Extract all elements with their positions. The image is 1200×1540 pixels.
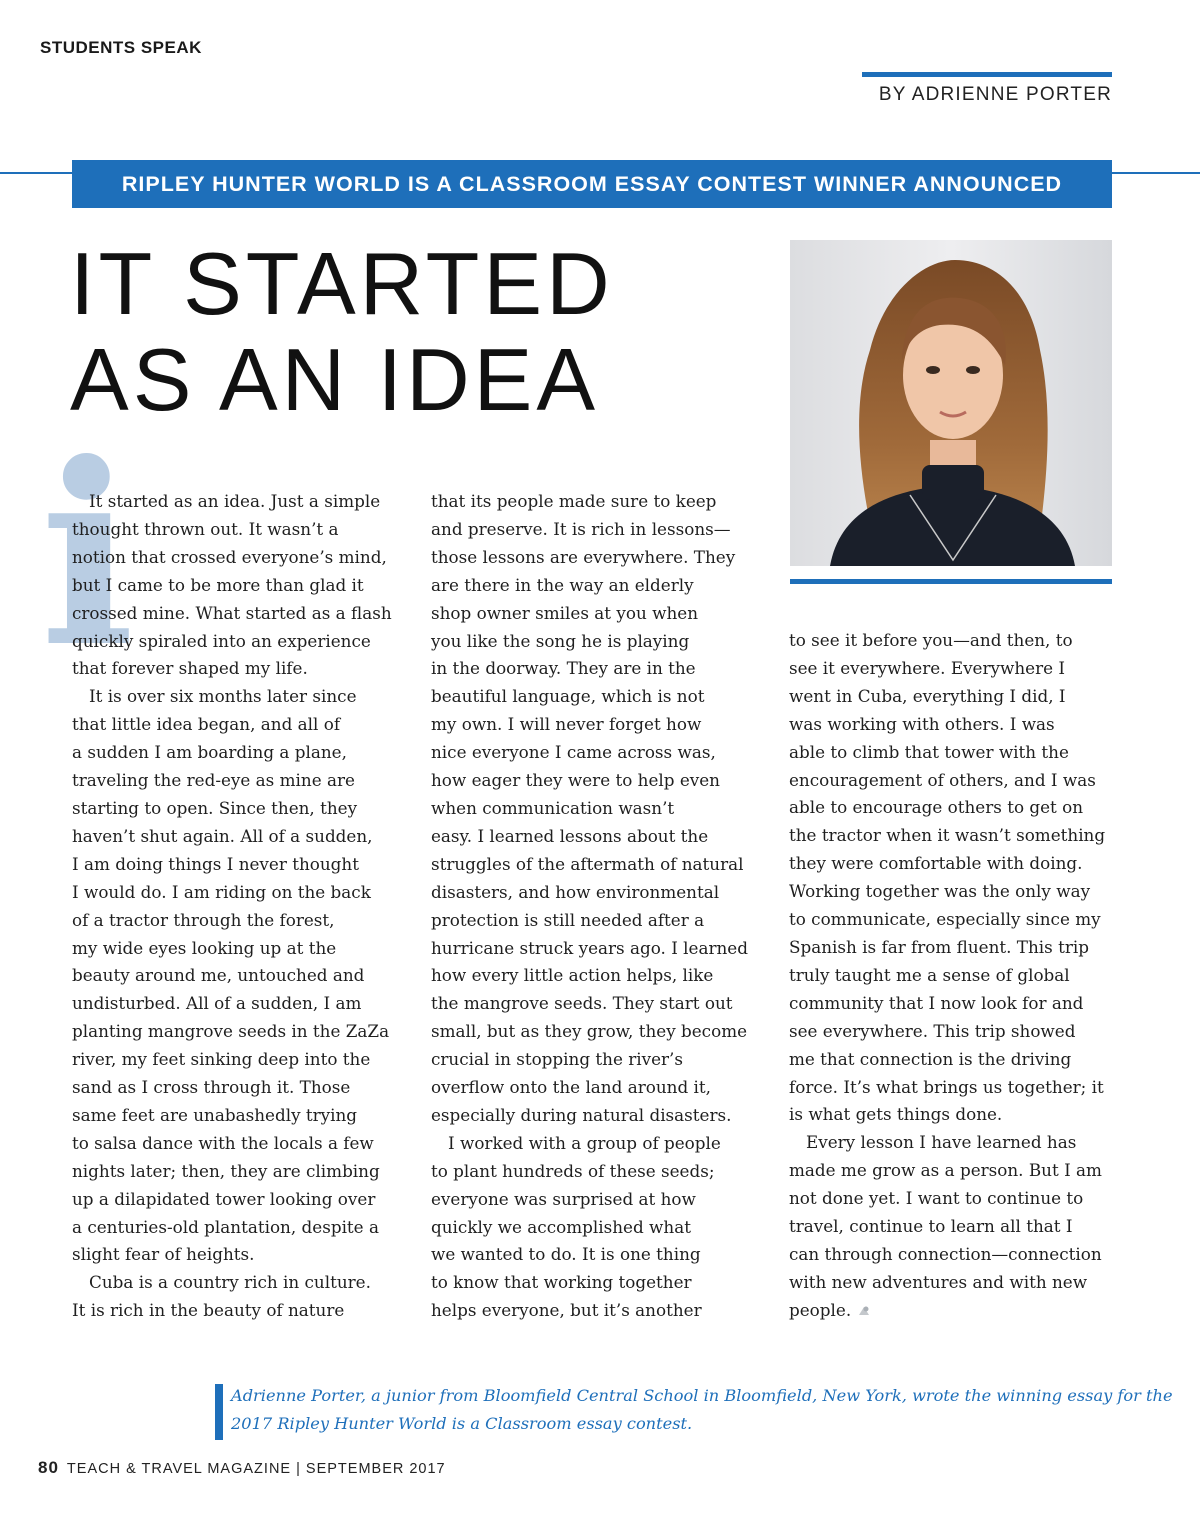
text-line: those lessons are everywhere. They — [431, 546, 736, 567]
text-line: beautiful language, which is not — [431, 686, 705, 707]
text-line: are there in the way an elderly — [431, 574, 694, 595]
text-line: a sudden I am boarding a plane, — [72, 742, 347, 763]
text-line: see it everywhere. Everywhere I — [789, 657, 1066, 678]
text-line: quickly spiraled into an experience — [72, 630, 371, 651]
text-line: traveling the red-eye as mine are — [72, 770, 355, 791]
headline-line-2: AS AN IDEA — [70, 330, 600, 429]
text-line: haven’t shut again. All of a sudden, — [72, 825, 373, 846]
article-column-3 — [789, 627, 1129, 1325]
text-line: truly taught me a sense of global — [789, 964, 1070, 985]
page-footer — [38, 1458, 446, 1478]
text-line: small, but as they grow, they become — [431, 1021, 748, 1042]
text-line: that its people made sure to keep — [431, 491, 717, 511]
text-line: beauty around me, untouched and — [72, 965, 365, 986]
page-number: 80 — [38, 1458, 59, 1477]
text-line: notion that crossed everyone’s mind, — [72, 546, 387, 567]
text-line: is what gets things done. — [789, 1104, 1003, 1125]
drop-cap: i — [40, 408, 135, 702]
text-line: Spanish is far from fluent. This trip — [789, 936, 1089, 957]
text-line: me that connection is the driving — [789, 1048, 1072, 1069]
headline-line-1: IT STARTED — [70, 234, 614, 333]
text-line: with new adventures and with new — [789, 1271, 1088, 1292]
text-line: crucial in stopping the river’s — [431, 1049, 683, 1070]
author-photo — [790, 240, 1112, 566]
caption-rule — [215, 1384, 223, 1440]
headline — [70, 236, 770, 428]
text-line: a centuries-old plantation, despite a — [72, 1216, 379, 1237]
text-line: how eager they were to help even — [431, 770, 720, 791]
text-line: and preserve. It is rich in lessons— — [431, 518, 731, 539]
publication-name: TEACH & TRAVEL MAGAZINE | SEPTEMBER 2017 — [66, 1461, 446, 1477]
text-line: struggles of the aftermath of natural — [431, 853, 744, 874]
text-line: same feet are unabashedly trying — [72, 1104, 358, 1125]
text-line: quickly we accomplished what — [431, 1216, 691, 1237]
text-line: easy. I learned lessons about the — [431, 825, 709, 846]
text-line: but I came to be more than glad it — [72, 574, 364, 595]
text-line: Working together was the only way — [789, 881, 1091, 902]
text-line: see everywhere. This trip showed — [789, 1020, 1076, 1041]
caption-line: Adrienne Porter, a junior from Bloomfield Central School in Bloomfield, New York, wrote the winning essay for the — [231, 1386, 1173, 1405]
text-line: how every little action helps, like — [431, 965, 714, 986]
text-line-end: people. — [789, 1299, 852, 1320]
text-line: can through connection—connection — [789, 1243, 1102, 1264]
caption-line: 2017 Ripley Hunter World is a Classroom essay contest. — [231, 1414, 693, 1433]
text-line: planting mangrove seeds in the ZaZa — [72, 1021, 390, 1042]
section-label: STUDENTS SPEAK — [40, 38, 202, 57]
byline-rule — [862, 72, 1112, 77]
photo-rule — [790, 579, 1112, 584]
text-line: I worked with a group of people — [448, 1132, 721, 1153]
text-line: starting to open. Since then, they — [72, 797, 358, 818]
text-line: slight fear of heights. — [72, 1244, 255, 1265]
text-line: helps everyone, but it’s another — [431, 1300, 702, 1321]
text-line: went in Cuba, everything I did, I — [789, 685, 1066, 706]
text-line: able to encourage others to get on — [789, 797, 1084, 818]
text-line: undisturbed. All of a sudden, I am — [72, 993, 362, 1014]
text-line: they were comfortable with doing. — [789, 853, 1083, 874]
text-line: Every lesson I have learned has — [806, 1132, 1077, 1153]
text-line: my wide eyes looking up at the — [72, 937, 337, 958]
text-line: made me grow as a person. But I am — [789, 1160, 1102, 1181]
text-line: overflow onto the land around it, — [431, 1077, 711, 1098]
article-column-1 — [72, 488, 412, 1325]
end-mark-icon — [857, 1305, 871, 1317]
text-line: crossed mine. What started as a flash — [72, 602, 392, 623]
text-line: when communication wasn’t — [431, 797, 675, 818]
text-line: of a tractor through the forest, — [72, 909, 335, 930]
text-line: protection is still needed after a — [431, 909, 705, 930]
text-line: community that I now look for and — [789, 992, 1084, 1013]
text-line — [789, 1297, 1129, 1325]
text-line: force. It’s what brings us together; it — [789, 1076, 1104, 1097]
contest-banner: RIPLEY HUNTER WORLD IS A CLASSROOM ESSAY CONTEST WINNER ANNOUNCED — [72, 160, 1112, 208]
text-line: the mangrove seeds. They start out — [431, 993, 733, 1014]
byline: BY ADRIENNE PORTER — [878, 84, 1112, 105]
text-line: to salsa dance with the locals a few — [72, 1132, 374, 1153]
text-line: that forever shaped my life. — [72, 658, 308, 679]
text-line: nights later; then, they are climbing — [72, 1160, 380, 1181]
text-line: Cuba is a country rich in culture. — [89, 1272, 371, 1293]
text-line: my own. I will never forget how — [431, 714, 702, 735]
text-line: hurricane struck years ago. I learned — [431, 937, 748, 958]
text-line: thought thrown out. It wasn’t a — [72, 518, 339, 539]
text-line: you like the song he is playing — [431, 630, 690, 651]
text-line: shop owner smiles at you when — [431, 602, 699, 623]
text-line: that little idea began, and all of — [72, 714, 341, 735]
text-line: everyone was surprised at how — [431, 1188, 696, 1209]
text-line: I would do. I am riding on the back — [72, 881, 371, 902]
text-line: to know that working together — [431, 1272, 692, 1293]
text-line: nice everyone I came across was, — [431, 742, 716, 763]
text-line: river, my feet sinking deep into the — [72, 1049, 371, 1070]
text-line: sand as I cross through it. Those — [72, 1077, 351, 1098]
text-line: we wanted to do. It is one thing — [431, 1244, 701, 1265]
text-line: especially during natural disasters. — [431, 1104, 732, 1125]
text-line: able to climb that tower with the — [789, 741, 1069, 762]
text-line: up a dilapidated tower looking over — [72, 1188, 376, 1209]
text-line: not done yet. I want to continue to — [789, 1188, 1084, 1209]
text-line: It started as an idea. Just a simple — [89, 491, 381, 511]
text-line: I am doing things I never thought — [72, 853, 359, 874]
text-line: to plant hundreds of these seeds; — [431, 1160, 715, 1181]
author-caption — [231, 1382, 1173, 1438]
text-line: in the doorway. They are in the — [431, 658, 696, 679]
text-line: It is over six months later since — [89, 686, 357, 707]
text-line: to see it before you—and then, to — [789, 630, 1073, 650]
text-line: to communicate, especially since my — [789, 909, 1101, 930]
article-column-2 — [431, 488, 771, 1325]
text-line: the tractor when it wasn’t something — [789, 825, 1106, 846]
text-line: It is rich in the beauty of nature — [72, 1300, 345, 1321]
text-line: was working with others. I was — [789, 713, 1055, 734]
text-line: travel, continue to learn all that I — [789, 1216, 1073, 1237]
text-line: disasters, and how environmental — [431, 881, 720, 902]
text-line: encouragement of others, and I was — [789, 769, 1096, 790]
